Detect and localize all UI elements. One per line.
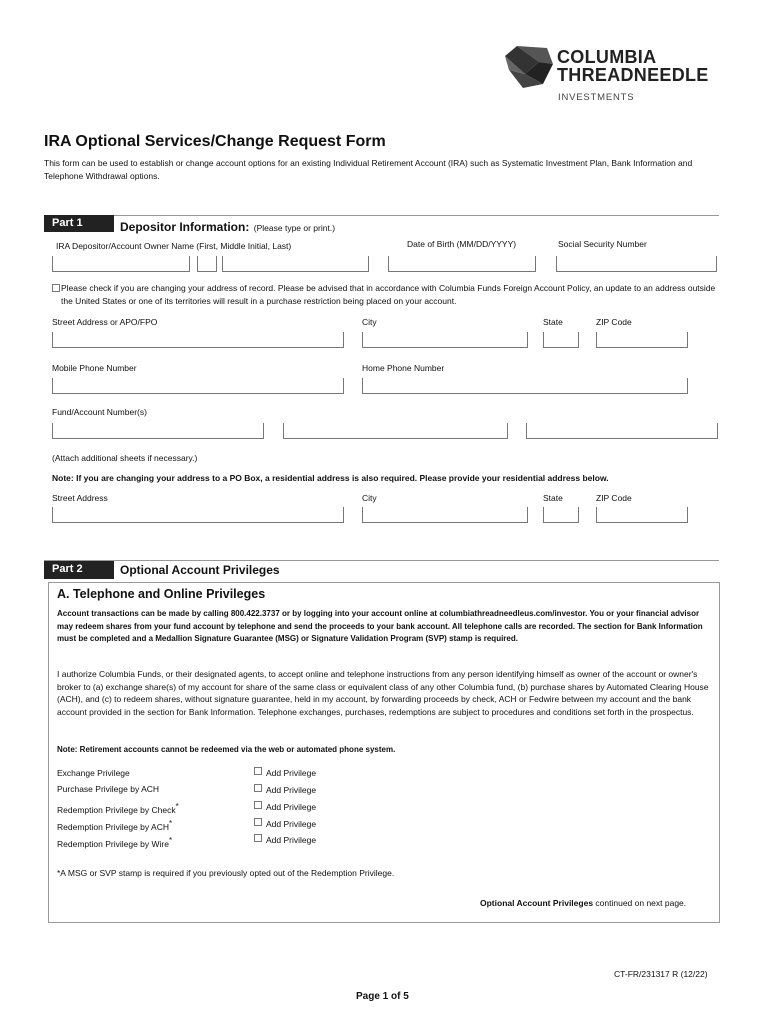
continued-rest: continued on next page. bbox=[593, 898, 687, 908]
res-state-label: State bbox=[543, 493, 563, 503]
msg-footnote: *A MSG or SVP stamp is required if you previously opted out of the Redemption Privilege. bbox=[57, 868, 395, 878]
ssn-field[interactable] bbox=[556, 256, 717, 272]
part1-tag: Part 1 bbox=[44, 215, 114, 232]
privilege-label-text: Redemption Privilege by ACH bbox=[57, 821, 169, 832]
add-privilege-checkbox[interactable] bbox=[254, 784, 262, 792]
zip-field[interactable] bbox=[596, 332, 688, 348]
res-city-label: City bbox=[362, 493, 377, 503]
logo-mark-icon bbox=[503, 44, 555, 90]
middle-initial-field[interactable] bbox=[197, 256, 217, 272]
add-privilege-checkbox[interactable] bbox=[254, 834, 262, 842]
privilege-label bbox=[57, 801, 179, 816]
part1-heading: Depositor Information: bbox=[120, 220, 250, 234]
state-field[interactable] bbox=[543, 332, 579, 348]
mobile-label: Mobile Phone Number bbox=[52, 363, 137, 373]
address-change-checkbox[interactable] bbox=[52, 284, 60, 292]
city-field[interactable] bbox=[362, 332, 528, 348]
ssn-label: Social Security Number bbox=[558, 239, 647, 249]
continued-bold: Optional Account Privileges bbox=[480, 898, 594, 908]
part1-heading-note: (Please type or print.) bbox=[253, 223, 336, 233]
res-zip-label: ZIP Code bbox=[596, 493, 632, 503]
privilege-label bbox=[57, 835, 172, 850]
account-transactions-text: Account transactions can be made by calling 800.422.3737 or by logging into your account online at columbiathreadneedleus.com/investor. You or your financial advisor may redeem shares from your fund account by telephone and send the proceeds to your bank account. All telephone calls are recorded. The section for Bank Information must be completed and a Medallion Signature Guarantee (MSG) or Signature Validation Program (SVP) stamp is required. bbox=[57, 609, 703, 643]
state-label: State bbox=[543, 317, 563, 327]
privilege-label bbox=[57, 784, 159, 795]
logo-line-1: COLUMBIA bbox=[557, 47, 657, 67]
res-street-label: Street Address bbox=[52, 493, 108, 503]
last-name-field[interactable] bbox=[222, 256, 369, 272]
res-city-field[interactable] bbox=[362, 507, 528, 523]
form-code: CT-FR/231317 R (12/22) bbox=[614, 969, 708, 979]
page-title: IRA Optional Services/Change Request Form bbox=[44, 133, 386, 150]
zip-label: ZIP Code bbox=[596, 317, 632, 327]
privilege-label bbox=[57, 768, 130, 779]
privilege-star: * bbox=[175, 802, 179, 811]
add-privilege-label: Add Privilege bbox=[266, 802, 317, 812]
add-privilege-checkbox[interactable] bbox=[254, 818, 262, 826]
company-logo bbox=[503, 44, 733, 106]
part1-divider bbox=[44, 215, 719, 216]
fund-field-3[interactable] bbox=[526, 423, 718, 439]
owner-name-label: IRA Depositor/Account Owner Name (First, Middle Initial, Last) bbox=[56, 241, 292, 251]
privilege-star: * bbox=[168, 836, 173, 845]
part1-heading-wrap bbox=[120, 218, 335, 236]
first-name-field[interactable] bbox=[52, 256, 190, 272]
privilege-label-text: Exchange Privilege bbox=[57, 768, 130, 778]
add-privilege-label: Add Privilege bbox=[266, 768, 317, 778]
res-street-field[interactable] bbox=[52, 507, 344, 523]
part2-heading: Optional Account Privileges bbox=[120, 563, 280, 577]
fund-label: Fund/Account Number(s) bbox=[52, 407, 147, 417]
mobile-field[interactable] bbox=[52, 378, 344, 394]
street-label: Street Address or APO/FPO bbox=[52, 317, 158, 327]
add-privilege-checkbox[interactable] bbox=[254, 801, 262, 809]
retirement-note: Note: Retirement accounts cannot be redeemed via the web or automated phone system. bbox=[57, 745, 396, 754]
page-number: Page 1 of 5 bbox=[356, 991, 409, 1002]
privilege-label-text: Purchase Privilege by ACH bbox=[57, 784, 160, 794]
authorization-text: I authorize Columbia Funds, or their designated agents, to accept online and telephone instructions from any person identifying himself as owner of the account or owner's broker to (a) exchange share(s) of my account for share of the same class or equivalent class of any other Columbia fund, (b) purchase shares by Automated Clearing House (ACH), and (c) to redeem shares, without signature guarantee, held in my account, by forwarding proceeds by check, ACH or Fedwire between my account and the bank account provided in the section for Bank Information. Telephone exchanges, purchases, redemptions are subject to procedures and conditions set forth in the prospectus. bbox=[57, 669, 709, 717]
city-label: City bbox=[362, 317, 377, 327]
continued-note bbox=[480, 898, 686, 909]
home-phone-field[interactable] bbox=[362, 378, 688, 394]
po-box-note: Note: If you are changing your address to a PO Box, a residential address is also required. Please provide your residential address below. bbox=[52, 473, 609, 483]
logo-line-3: INVESTMENTS bbox=[558, 92, 635, 103]
part2-tag: Part 2 bbox=[44, 561, 114, 579]
add-privilege-label: Add Privilege bbox=[266, 785, 317, 795]
section-a-title: A. Telephone and Online Privileges bbox=[57, 587, 266, 601]
attach-note: (Attach additional sheets if necessary.) bbox=[52, 453, 198, 463]
add-privilege-label: Add Privilege bbox=[266, 835, 317, 845]
privilege-star: * bbox=[168, 819, 173, 828]
privilege-label-text: Redemption Privilege by Wire bbox=[57, 838, 169, 849]
add-privilege-label: Add Privilege bbox=[266, 819, 317, 829]
address-change-text: Please check if you are changing your address of record. Please be advised that in accordance with Columbia Funds Foreign Account Policy, an update to an address outside the United States or one of its territories will result in a purchase restriction being placed on your account. bbox=[61, 283, 716, 306]
fund-field-1[interactable] bbox=[52, 423, 264, 439]
add-privilege-checkbox[interactable] bbox=[254, 767, 262, 775]
res-zip-field[interactable] bbox=[596, 507, 688, 523]
home-phone-label: Home Phone Number bbox=[362, 363, 445, 373]
privilege-label bbox=[57, 818, 172, 833]
privilege-label-text: Redemption Privilege by Check bbox=[57, 804, 176, 815]
intro-text: This form can be used to establish or change account options for an existing Individual Retirement Account (IRA) such as Systematic Investment Plan, Bank Information and Telephone Withdrawal options. bbox=[44, 158, 693, 181]
dob-field[interactable] bbox=[388, 256, 536, 272]
res-state-field[interactable] bbox=[543, 507, 579, 523]
street-field[interactable] bbox=[52, 332, 344, 348]
fund-field-2[interactable] bbox=[283, 423, 508, 439]
part2-divider bbox=[44, 560, 719, 561]
logo-line-2: THREADNEEDLE bbox=[557, 65, 709, 85]
dob-label: Date of Birth (MM/DD/YYYY) bbox=[407, 239, 517, 249]
